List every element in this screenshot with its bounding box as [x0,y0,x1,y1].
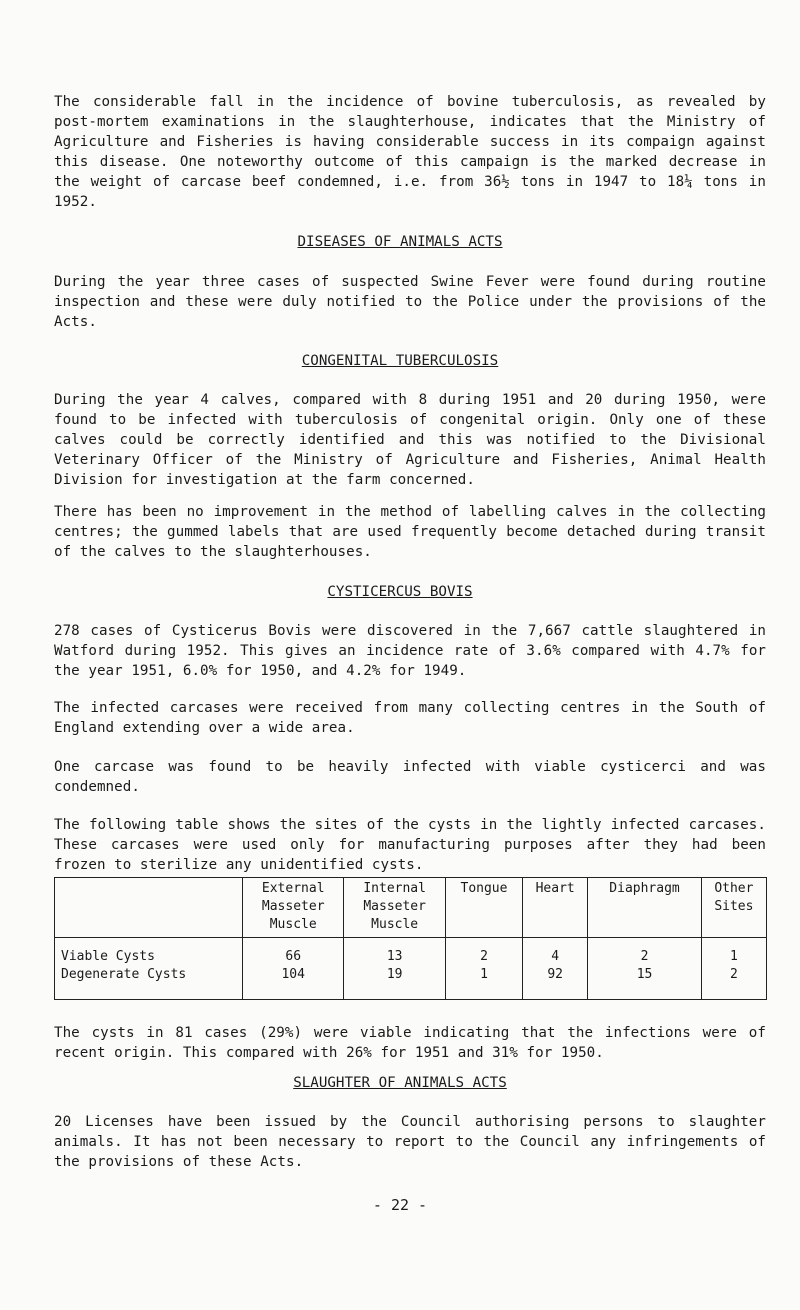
table-header-cell: Internal Masseter Muscle [344,878,445,938]
table-header-cell: External Masseter Muscle [243,878,344,938]
table-header-cell: Tongue [445,878,522,938]
diseases-paragraph: During the year three cases of suspected Swine Fever were found during routine inspection and these were duly notified to the Police under the provisions of the Acts. [54,274,766,330]
table-cell: 1 2 [701,938,766,1000]
table-header-cell: Diaphragm [588,878,702,938]
table-row-label: Viable Cysts Degenerate Cysts [55,938,243,1000]
table-cell: 66 104 [243,938,344,1000]
table-header-cell [55,878,243,938]
heading-diseases-of-animals: DISEASES OF ANIMALS ACTS [297,234,503,250]
page-number: - 22 - [372,1196,428,1214]
slaughter-paragraph: 20 Licenses have been issued by the Council authorising persons to slaughter animals. It has not been necessary to report to the Council any infringements of the provisions of these Acts. [54,1114,766,1170]
cysticercus-paragraph-1: 278 cases of Cysticerus Bovis were discovered in the 7,667 cattle slaughtered in Watford during 1952. This gives an incidence rate of 3.6% compared with 4.7% for the year 1951, 6.0% for 1950, and 4.2% for 1949. [54,623,766,679]
heading-slaughter-of-animals: SLAUGHTER OF ANIMALS ACTS [293,1075,507,1091]
table-cell: 4 92 [523,938,588,1000]
table-cell: 13 19 [344,938,445,1000]
cyst-sites-table [54,877,767,1000]
heading-congenital-tuberculosis: CONGENITAL TUBERCULOSIS [301,353,499,369]
cysticercus-paragraph-4: The following table shows the sites of the cysts in the lightly infected carcases. These carcases were used only for manufacturing purposes after they had been frozen to sterilize any unidentified cysts. [54,817,766,873]
after-table-paragraph: The cysts in 81 cases (29%) were viable indicating that the infections were of recent origin. This compared with 26% for 1951 and 31% for 1950. [54,1025,766,1061]
intro-paragraph: The considerable fall in the incidence of bovine tuberculosis, as revealed by post-mortem examinations in the slaughterhouse, indicates that the Ministry of Agriculture and Fisheries is having considerable success in its compaign against this disease. One noteworthy outcome of this campaign is the marked decrease in the weight of carcase beef condemned, i.e. from 36½ tons in 1947 to 18¼ tons in 1952. [54,94,766,210]
congenital-paragraph-2: There has been no improvement in the method of labelling calves in the collecting centres; the gummed labels that are used frequently become detached during transit of the calves to the slaughterhouses. [54,504,766,560]
cysticercus-paragraph-2: The infected carcases were received from many collecting centres in the South of England extending over a wide area. [54,700,766,736]
heading-cysticercus-bovis: CYSTICERCUS BOVIS [327,584,473,600]
table-cell: 2 15 [588,938,702,1000]
table-header-row [55,878,767,938]
table-header-cell: Heart [523,878,588,938]
cysticercus-paragraph-3: One carcase was found to be heavily infected with viable cysticerci and was condemned. [54,759,766,795]
congenital-paragraph-1: During the year 4 calves, compared with 8 during 1951 and 20 during 1950, were found to be infected with tuberculosis of congenital origin. Only one of these calves could be correctly identified and this was notified to the Divisional Veterinary Officer of the Ministry of Agriculture and Fisheries, Animal Health Division for investigation at the farm concerned. [54,392,766,488]
table-header-cell: Other Sites [701,878,766,938]
table-row [55,938,767,1000]
table-cell: 2 1 [445,938,522,1000]
